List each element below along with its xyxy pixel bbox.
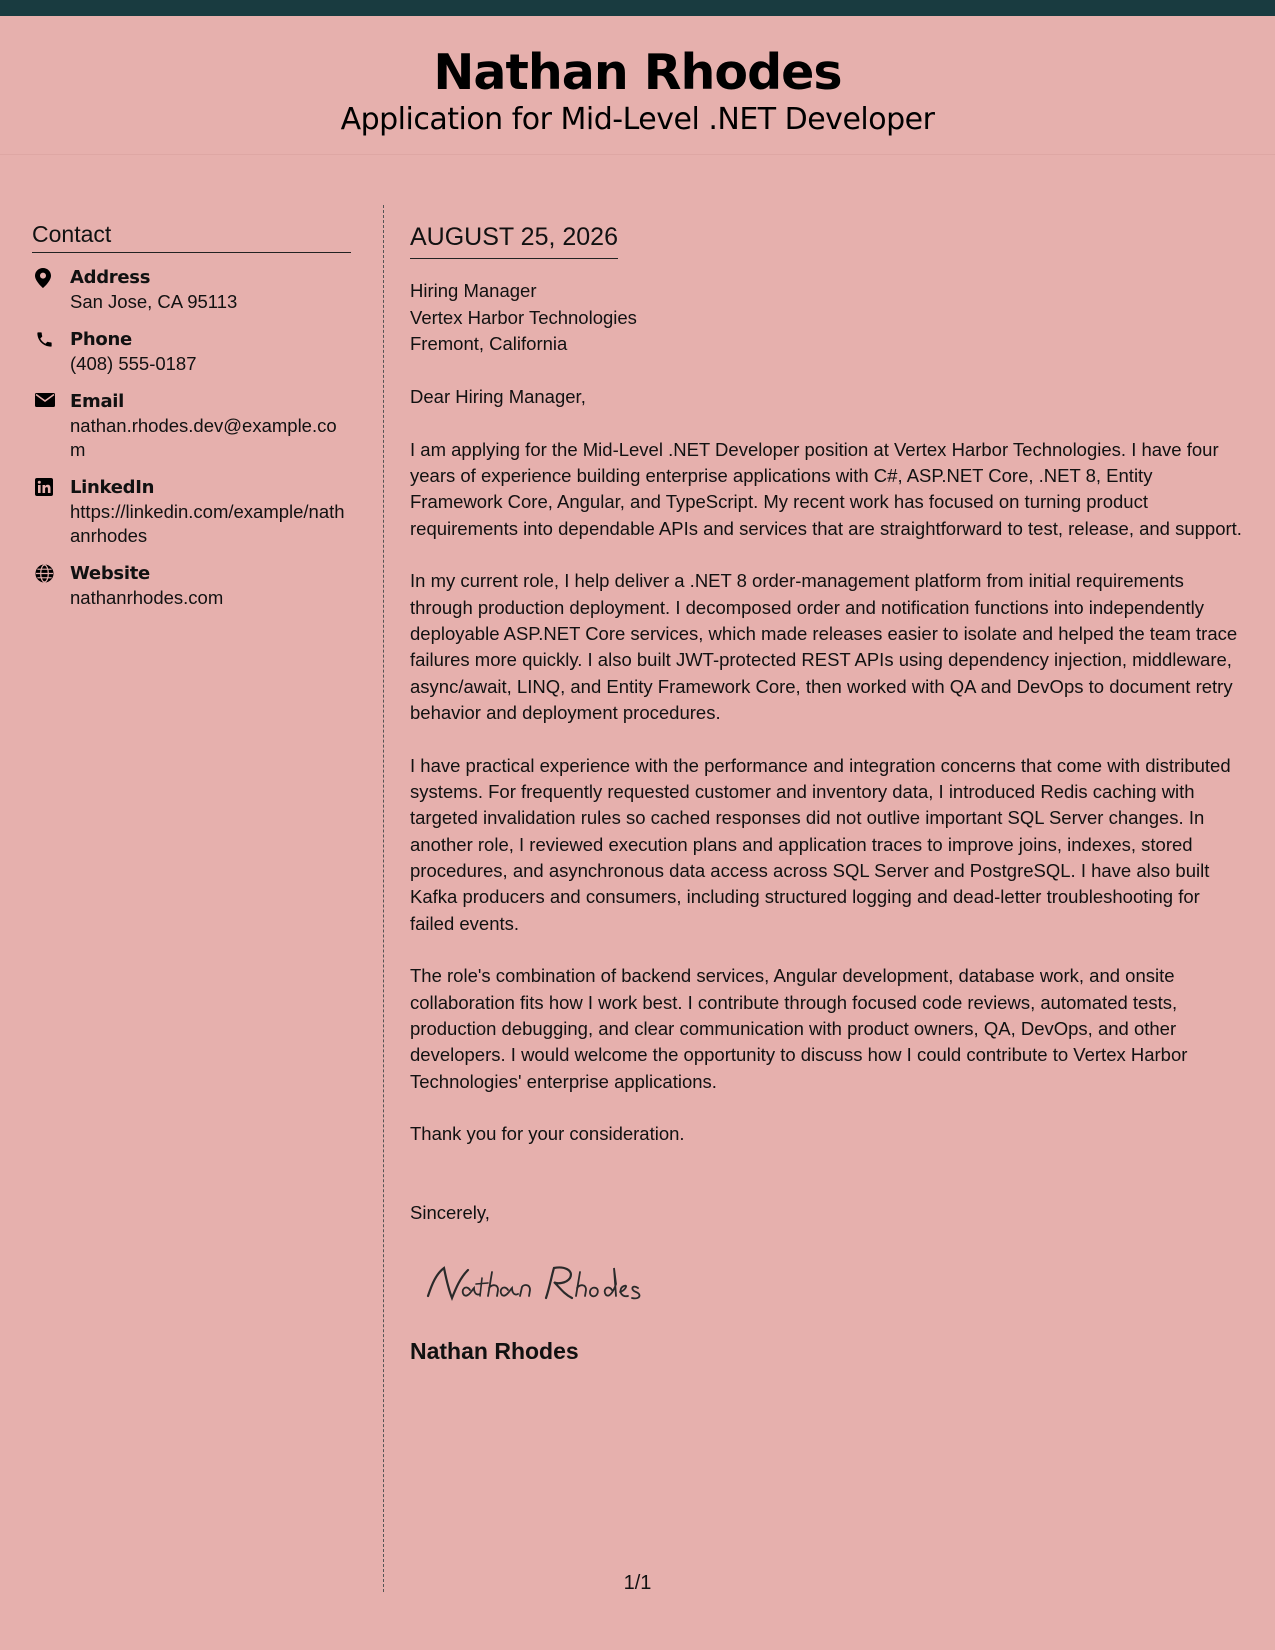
body-paragraph: The role's combination of backend services, Angular development, database work, and onsite collaboration fits how I work best. I contribute through focused code reviews, automated tests, production debugging, and clear communication with product owners, QA, DevOps, and other developers. I would welcome the opportunity to discuss how I could contribute to Vertex Harbor Technologies' enterprise applications. [410, 965, 1188, 1092]
application-subtitle: Application for Mid-Level .NET Developer [340, 102, 935, 137]
handwritten-signature [422, 1254, 1248, 1314]
greeting: Dear Hiring Manager, [410, 386, 586, 407]
contact-item-linkedin [32, 475, 351, 548]
contact-sidebar [32, 218, 351, 623]
contact-label: Address [70, 267, 151, 288]
letter-body [410, 218, 1248, 1366]
contact-heading: Contact [32, 218, 351, 253]
recipient-block [410, 278, 1248, 358]
recipient-line: Fremont, California [410, 333, 568, 354]
top-accent-bar [0, 0, 1275, 16]
body-paragraph: I am applying for the Mid-Level .NET Developer position at Vertex Harbor Technologies. I have four years of experience building enterprise applications with C#, ASP.NET Core, .NET 8, Entity Framework Core, Angular, and TypeScript. My recent work has focused on turning product requirements into dependable APIs and services that are straightforward to test, release, and support. [410, 438, 1242, 539]
applicant-name: Nathan Rhodes [433, 44, 842, 101]
signer-name: Nathan Rhodes [410, 1337, 579, 1364]
thank-you-line: Thank you for your consideration. [410, 1123, 685, 1145]
linkedin-icon [32, 475, 70, 548]
phone-icon [32, 327, 70, 376]
map-pin-icon [32, 265, 70, 314]
header-divider [0, 154, 1275, 155]
recipient-line: Hiring Manager [410, 280, 537, 301]
envelope-icon [32, 389, 70, 462]
contact-item-website [32, 561, 351, 610]
recipient-line: Vertex Harbor Technologies [410, 306, 637, 328]
body-paragraph: I have practical experience with the performance and integration concerns that come with distributed systems. For frequently requested customer and inventory data, I introduced Redis caching with targeted invalidation rules so cached responses did not outlive important SQL Server changes. In another role, I reviewed execution plans and application traces to improve joins, indexes, stored procedures, and asynchronous data access across SQL Server and PostgreSQL. I have also built Kafka producers and consumers, including structured logging and dead-letter troubleshooting for failed events. [410, 754, 1231, 934]
body-paragraph: In my current role, I help deliver a .NET 8 order-management platform from initial requirements through production deployment. I decomposed order and notification functions into independently deployable ASP.NET Core services, which made releases easier to isolate and helped the team trace failures more quickly. I also built JWT-protected REST APIs using dependency injection, middleware, async/await, LINQ, and Entity Framework Core, then worked with QA and DevOps to document retry behavior and deployment procedures. [410, 570, 1238, 723]
contact-item-address [32, 265, 351, 314]
contact-label: Email [70, 391, 125, 412]
address-value: San Jose, CA 95113 [70, 291, 238, 312]
contact-item-email [32, 389, 351, 462]
closing: Sincerely, [410, 1201, 490, 1223]
contact-item-phone [32, 327, 351, 376]
email-value[interactable]: nathan.rhodes.dev@example.com [70, 415, 337, 460]
column-divider [383, 205, 384, 1592]
contact-label: Phone [70, 329, 132, 350]
page-number: 1/1 [623, 1572, 652, 1594]
globe-icon [32, 561, 70, 610]
letter-date: AUGUST 25, 2026 [410, 218, 618, 259]
website-value[interactable]: nathanrhodes.com [70, 587, 224, 608]
contact-label: LinkedIn [70, 477, 155, 498]
contact-label: Website [70, 563, 150, 584]
phone-value: (408) 555-0187 [70, 353, 197, 374]
letter-header [0, 16, 1275, 155]
linkedin-value[interactable]: https://linkedin.com/example/nathanrhodes [70, 501, 345, 546]
